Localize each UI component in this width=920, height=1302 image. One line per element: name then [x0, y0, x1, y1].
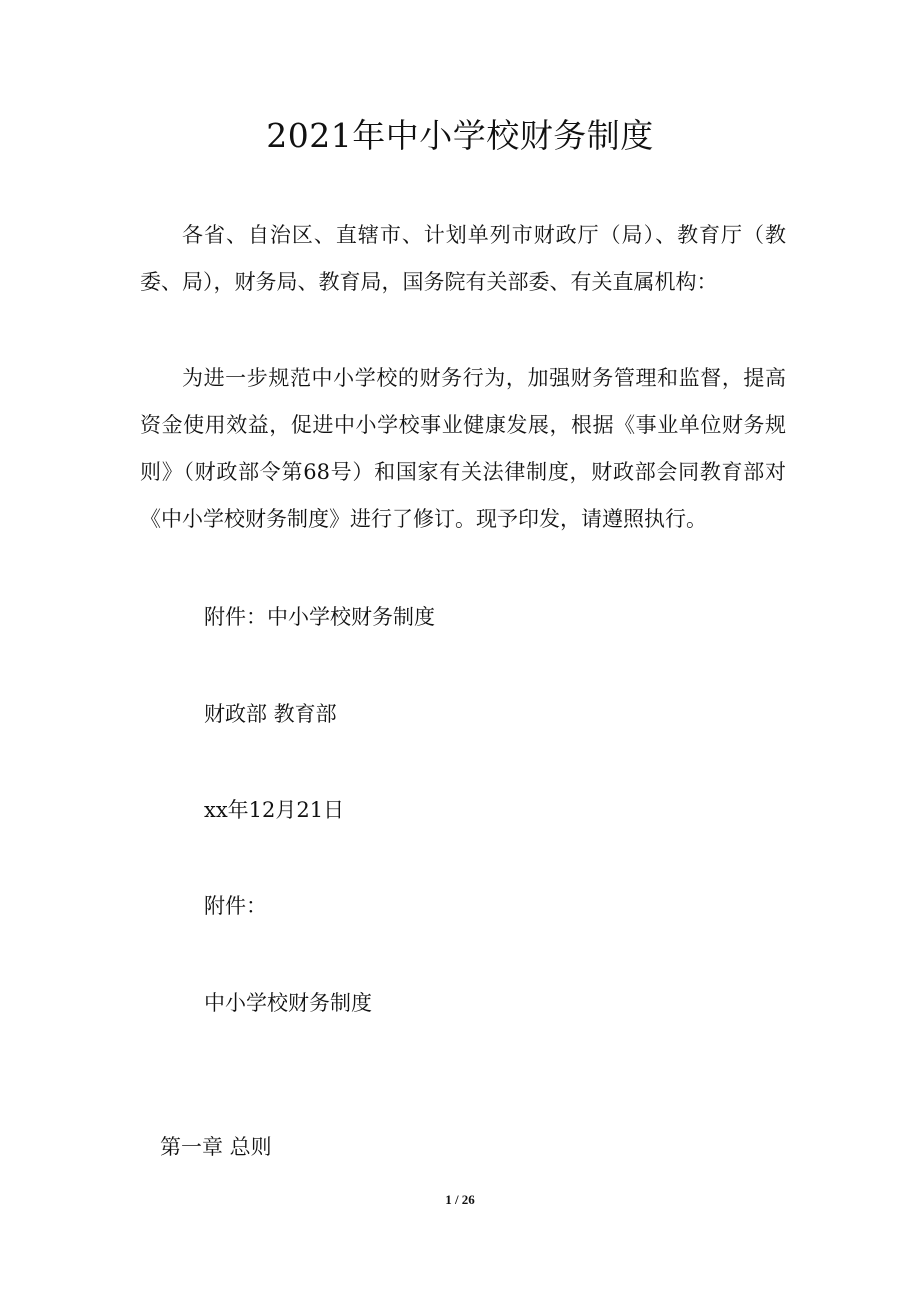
page-indicator: 1 / 26: [445, 1192, 475, 1207]
salutation-paragraph: 各省、自治区、直辖市、计划单列市财政厅（局）、教育厅（教委、局），财务局、教育局，国务院有关部委、有关直属机构：: [140, 223, 786, 294]
chapter-heading: 第一章 总则: [160, 1135, 272, 1159]
body-paragraph: 为进一步规范中小学校的财务行为，加强财务管理和监督，提高资金使用效益，促进中小学校事业健康发展，根据《事业单位财务规则》（财政部令第68号）和国家有关法律制度，财政部会同教育部对《中小学校财务制度》进行了修订。现予印发，请遵照执行。: [140, 366, 786, 531]
attachment-label: 附件：: [204, 894, 267, 918]
attachment-title: 中小学校财务制度: [204, 991, 372, 1015]
issue-date: xx年12月21日: [204, 798, 345, 822]
signatories: 财政部 教育部: [204, 702, 337, 726]
attachment-note: 附件：中小学校财务制度: [204, 605, 435, 629]
document-title: 2021年中小学校财务制度: [266, 116, 654, 155]
